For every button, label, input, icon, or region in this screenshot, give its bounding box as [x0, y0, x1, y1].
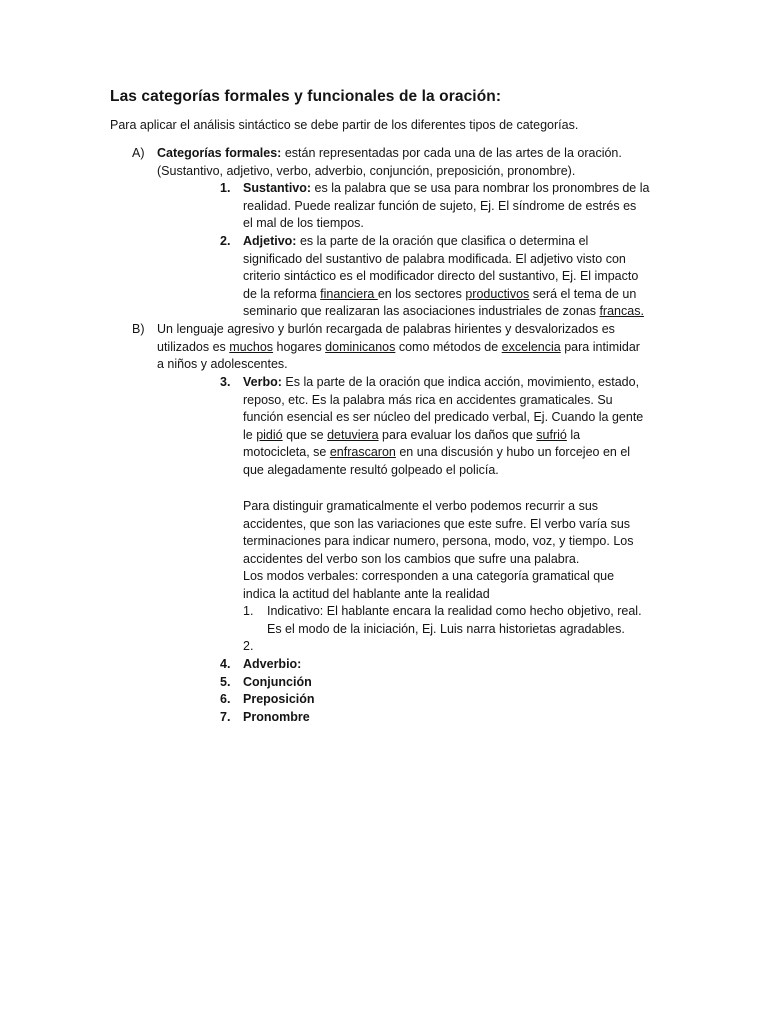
modo-indicativo — [267, 603, 642, 638]
verbo-lead: Verbo: — [243, 375, 282, 389]
verbo-p2-line-1: Para distinguir gramaticalmente el verbo podemos recurrir a sus — [243, 499, 599, 513]
underlined-word-financiera: financiera — [320, 286, 378, 301]
list-number-adverbio: 4. — [220, 657, 231, 671]
section-b-text-2d: para intimidar — [560, 339, 640, 354]
verbo-p3-line-2: indica la actitud del hablante ante la realidad — [243, 586, 490, 601]
adjetivo-text-3: criterio sintáctico es el modificador directo del sustantivo, Ej. El impacto — [243, 269, 639, 284]
underlined-word-productivos: productivos — [465, 286, 530, 301]
verbo-text-4b: que se — [282, 427, 328, 442]
modo-number-1: 1. — [243, 604, 254, 618]
verbo-text-5a: motocicleta, se — [243, 445, 330, 460]
verbo-text-2: reposo, etc. Es la palabra más rica en accidentes gramaticales. Su — [243, 392, 613, 407]
underlined-word-muchos: muchos — [229, 339, 274, 354]
section-a-text-2: (Sustantivo, adjetivo, verbo, adverbio, conjunción, preposición, pronombre). — [157, 163, 576, 178]
section-b-text-3: a niños y adolescentes. — [157, 357, 288, 372]
item-conjuncion: Conjunción — [243, 675, 312, 689]
adjetivo-text-4b: en los sectores — [377, 286, 466, 301]
verbo-text-4d: la — [566, 427, 581, 442]
adjetivo-text-2: significado del sustantivo de palabra modificada. El adjetivo visto con — [243, 251, 626, 266]
item-sustantivo — [243, 180, 649, 233]
sustantivo-lead: Sustantivo: — [243, 181, 312, 195]
verbo-accidentes-paragraph — [243, 498, 633, 604]
item-verbo — [243, 374, 643, 480]
verbo-text-5 — [243, 444, 643, 462]
verbo-text-3: función esencial es ser núcleo del predicado verbal, Ej. Cuando la gente — [243, 410, 644, 425]
underlined-word-sufrio: sufrió — [536, 427, 567, 442]
section-b-label: B) — [132, 322, 145, 336]
underlined-word-francas: francas. — [599, 304, 644, 319]
modo-indicativo-line-1: Indicativo: El hablante encara la realidad como hecho objetivo, real. — [267, 604, 642, 618]
list-number-conjuncion: 5. — [220, 675, 231, 689]
modo-indicativo-line-2: Es el modo de la iniciación, Ej. Luis narra historietas agradables. — [267, 621, 625, 636]
sustantivo-text-1: es la palabra que se usa para nombrar los pronombres de la — [311, 181, 650, 195]
adjetivo-text-4c: será el tema de un — [529, 286, 637, 301]
underlined-word-pidio: pidió — [256, 427, 283, 442]
verbo-text-5b: en una discusión y hubo un forcejeo en el — [395, 445, 631, 460]
verbo-text-4a: le — [243, 427, 257, 442]
verbo-text-1: Es la parte de la oración que indica acción, movimiento, estado, — [281, 375, 640, 389]
list-number-pronombre: 7. — [220, 710, 231, 724]
section-b-text-2c: como métodos de — [395, 339, 502, 354]
section-b-text — [157, 321, 640, 374]
adjetivo-text-4a: de la reforma — [243, 286, 321, 301]
modo-number-2: 2. — [243, 639, 254, 653]
underlined-word-enfrascaron: enfrascaron — [329, 445, 396, 460]
adjetivo-text-5a: seminario que realizaran las asociaciones industriales de zonas — [243, 304, 600, 319]
item-adjetivo — [243, 233, 644, 321]
underlined-word-detuviera: detuviera — [327, 427, 379, 442]
section-a-lead: Categorías formales: — [157, 146, 282, 160]
item-pronombre: Pronombre — [243, 710, 310, 724]
list-number-sustantivo: 1. — [220, 181, 231, 195]
section-a-text — [157, 145, 622, 180]
underlined-word-dominicanos: dominicanos — [325, 339, 396, 354]
section-a-label: A) — [132, 146, 145, 160]
underlined-word-excelencia: excelencia — [501, 339, 561, 354]
adjetivo-text-4 — [243, 286, 644, 304]
sustantivo-text-3: el mal de los tiempos. — [243, 216, 364, 231]
adjetivo-text-5 — [243, 303, 644, 321]
sustantivo-text-2: realidad. Puede realizar función de sujeto, Ej. El síndrome de estrés es — [243, 198, 637, 213]
adjetivo-text-1: es la parte de la oración que clasifica o determina el — [296, 234, 589, 248]
adjetivo-lead: Adjetivo: — [243, 234, 297, 248]
section-b-text-1: Un lenguaje agresivo y burlón recargada de palabras hirientes y desvalorizados es — [157, 322, 615, 336]
verbo-p3-line-1: Los modos verbales: corresponden a una categoría gramatical que — [243, 569, 615, 584]
section-a-text-1: están representadas por cada una de las artes de la oración. — [281, 146, 622, 160]
item-preposicion: Preposición — [243, 692, 315, 706]
verbo-text-4c: para evaluar los daños que — [378, 427, 537, 442]
list-number-preposicion: 6. — [220, 692, 231, 706]
verbo-p2-line-3: terminaciones para indicar numero, persona, modo, voz, y tiempo. Los — [243, 534, 634, 549]
list-number-verbo: 3. — [220, 375, 231, 389]
verbo-p2-line-2: accidentes, que son las variaciones que este sufre. El verbo varía sus — [243, 516, 631, 531]
intro-paragraph: Para aplicar el análisis sintáctico se debe partir de los diferentes tipos de categorías. — [110, 118, 579, 132]
document-title: Las categorías formales y funcionales de la oración: — [110, 88, 502, 105]
verbo-p2-line-4: accidentes del verbo son los cambios que sufre una palabra. — [243, 551, 580, 566]
section-b-text-2b: hogares — [273, 339, 326, 354]
verbo-text-4 — [243, 427, 643, 445]
section-b-text-2a: utilizados es — [157, 339, 230, 354]
list-number-adjetivo: 2. — [220, 234, 231, 248]
item-adverbio: Adverbio: — [243, 657, 302, 671]
verbo-text-6: que alegadamente resultó golpeado el policía. — [243, 462, 499, 477]
section-b-text-2 — [157, 339, 640, 357]
